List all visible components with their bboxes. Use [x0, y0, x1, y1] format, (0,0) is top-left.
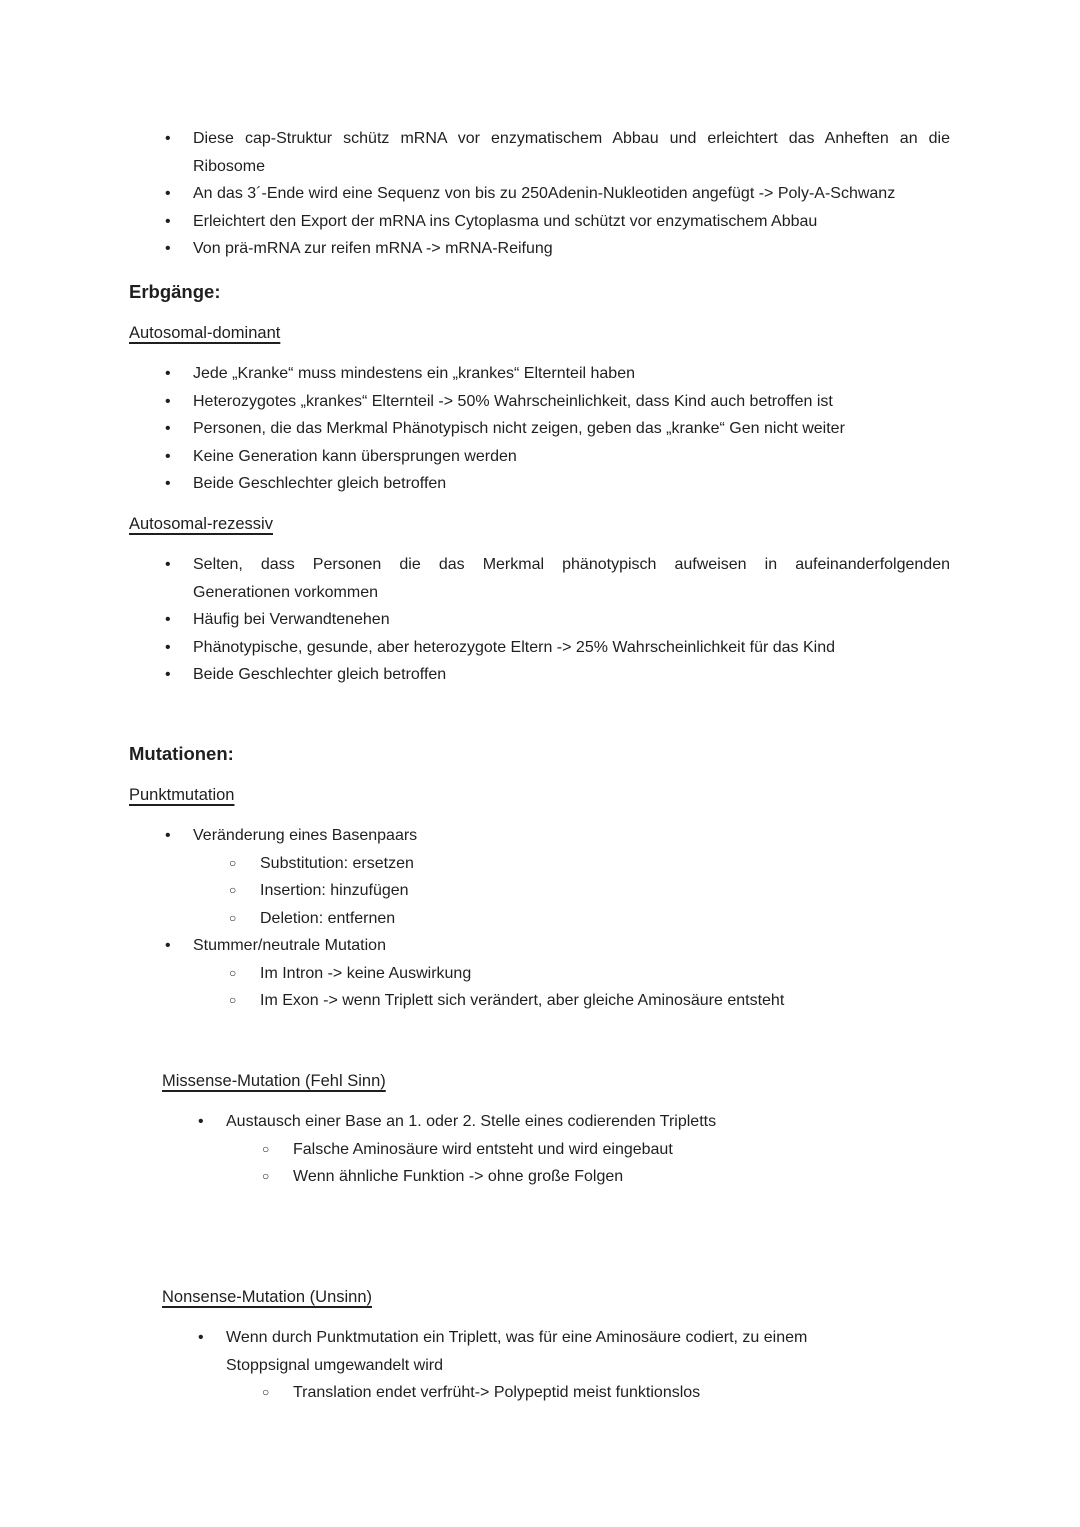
text-line: Jede „Kranke“ muss mindestens ein „krankes“ Elternteil haben — [193, 365, 635, 382]
bullet-item — [129, 822, 950, 850]
bullet-text — [193, 606, 950, 634]
section-heading: Mutationen: — [129, 742, 234, 764]
circle-bullet-marker: ○ — [229, 993, 237, 1007]
bullet-text — [193, 208, 950, 236]
text-line: Heterozygotes „krankes“ Elternteil -> 50% Wahrscheinlichkeit, dass Kind auch betroffen ist — [193, 392, 833, 410]
bullet-list — [129, 551, 950, 689]
bullet-text — [193, 415, 950, 443]
document-body — [129, 125, 950, 1407]
bullet-text — [193, 470, 950, 498]
section-heading: Erbgänge: — [129, 280, 221, 302]
sub-bullet-item — [129, 987, 950, 1015]
text-line: Von prä-mRNA zur reifen mRNA -> mRNA-Reifung — [193, 240, 553, 257]
sub-bullet-item — [162, 1136, 950, 1164]
circle-bullet-marker: ○ — [262, 1385, 270, 1399]
bullet-marker: • — [165, 212, 171, 230]
sub-bullet-text — [260, 905, 950, 933]
circle-bullet-marker: ○ — [229, 910, 237, 925]
text-line: Stoppsignal umgewandelt wird — [226, 1356, 444, 1374]
bullet-list — [129, 822, 950, 1015]
bullet-marker: • — [165, 365, 171, 382]
text-line: Beide Geschlechter gleich betroffen — [193, 475, 447, 492]
text-line: Insertion: hinzufügen — [260, 882, 409, 899]
bullet-marker: • — [165, 185, 171, 202]
bullet-marker: • — [165, 827, 171, 844]
sub-bullet-text — [260, 850, 950, 878]
bullet-text — [193, 551, 950, 606]
text-line: Selten, dass Personen die das Merkmal phänotypisch aufweisen in aufeinanderfolgenden — [193, 556, 950, 573]
bullet-text — [226, 1108, 950, 1136]
bullet-item — [129, 634, 950, 662]
bullet-item — [129, 235, 950, 263]
sub-bullet-text — [293, 1379, 950, 1407]
paragraph-spacer — [129, 702, 950, 738]
text-line: Wenn durch Punktmutation ein Triplett, was für eine Aminosäure codiert, zu einem — [226, 1329, 808, 1346]
sub-bullet-item — [129, 877, 950, 905]
bullet-marker: • — [165, 666, 171, 683]
subsection-heading-text: Punktmutation — [129, 785, 235, 804]
text-line: Im Intron -> keine Auswirkung — [260, 964, 472, 982]
circle-bullet-marker: ○ — [262, 1169, 270, 1183]
bullet-list — [162, 1324, 950, 1407]
sub-bullet-item — [129, 960, 950, 988]
bullet-item — [129, 388, 950, 416]
bullet-item — [129, 606, 950, 634]
text-line: An das 3´-Ende wird eine Sequenz von bis zu 250Adenin-Nukleotiden angefügt -> Poly-A-Schwanz — [193, 185, 896, 202]
sub-bullet-text — [260, 987, 950, 1015]
sub-bullet-item — [162, 1163, 950, 1191]
bullet-text — [193, 443, 950, 471]
text-line: Wenn ähnliche Funktion -> ohne große Folgen — [293, 1168, 624, 1185]
bullet-marker: • — [165, 937, 171, 954]
bullet-marker: • — [165, 420, 171, 437]
bullet-text — [193, 822, 950, 850]
bullet-text — [226, 1324, 950, 1379]
subsection-heading — [129, 782, 950, 810]
circle-bullet-marker: ○ — [229, 883, 237, 897]
text-line: Veränderung eines Basenpaars — [193, 827, 418, 844]
bullet-marker: • — [165, 611, 171, 628]
bullet-marker: • — [165, 130, 171, 147]
subsection-heading-text: Autosomal-dominant — [129, 323, 281, 342]
sub-bullet-text — [293, 1163, 950, 1191]
text-line: Personen, die das Merkmal Phänotypisch nicht zeigen, geben das „kranke“ Gen nicht weiter — [193, 420, 845, 437]
text-line: Falsche Aminosäure wird entsteht und wird eingebaut — [293, 1140, 673, 1158]
sub-bullet-text — [293, 1136, 950, 1164]
bullet-marker: • — [165, 392, 171, 410]
subsection-heading-text: Autosomal-rezessiv — [129, 514, 273, 533]
text-line: Ribosome — [193, 157, 266, 175]
bullet-list — [162, 1108, 950, 1191]
sub-bullet-item — [129, 850, 950, 878]
bullet-text — [193, 388, 950, 416]
text-line: Beide Geschlechter gleich betroffen — [193, 666, 447, 683]
bullet-item — [129, 415, 950, 443]
bullet-text — [193, 125, 950, 180]
bullet-marker: • — [165, 638, 171, 656]
text-line: Keine Generation kann übersprungen werden — [193, 447, 517, 465]
text-line: Erleichtert den Export der mRNA ins Cytoplasma und schützt vor enzymatischem Abbau — [193, 212, 818, 230]
circle-bullet-marker: ○ — [262, 1141, 270, 1156]
text-line: Phänotypische, gesunde, aber heterozygote Eltern -> 25% Wahrscheinlichkeit für das Kind — [193, 638, 835, 656]
bullet-text — [193, 235, 950, 263]
subsection-heading — [129, 511, 950, 539]
bullet-text — [193, 360, 950, 388]
text-line: Substitution: ersetzen — [260, 854, 414, 872]
bullet-list — [129, 125, 950, 263]
bullet-item — [129, 125, 950, 180]
text-line: Generationen vorkommen — [193, 583, 378, 601]
sub-bullet-item — [129, 905, 950, 933]
bullet-marker: • — [198, 1329, 204, 1346]
text-line: Stummer/neutrale Mutation — [193, 937, 386, 954]
subsection-heading-text: Nonsense-Mutation (Unsinn) — [162, 1287, 373, 1306]
text-line: Im Exon -> wenn Triplett sich verändert, aber gleiche Aminosäure entsteht — [260, 992, 785, 1009]
bullet-marker: • — [165, 447, 171, 465]
bullet-text — [193, 180, 950, 208]
text-line: Häufig bei Verwandtenehen — [193, 611, 390, 628]
sub-bullet-text — [260, 877, 950, 905]
subsection-heading-text: Missense-Mutation (Fehl Sinn) — [162, 1071, 386, 1090]
sub-bullet-item — [162, 1379, 950, 1407]
bullet-item — [129, 661, 950, 689]
bullet-item — [129, 551, 950, 606]
bullet-item — [129, 470, 950, 498]
bullet-item — [129, 932, 950, 960]
text-line: Translation endet verfrüht-> Polypeptid meist funktionslos — [293, 1384, 701, 1401]
text-line: Deletion: entfernen — [260, 909, 396, 927]
circle-bullet-marker: ○ — [229, 855, 237, 870]
circle-bullet-marker: ○ — [229, 965, 237, 980]
bullet-item — [162, 1108, 950, 1136]
bullet-item — [129, 208, 950, 236]
bullet-marker: • — [165, 556, 171, 573]
bullet-text — [193, 634, 950, 662]
bullet-text — [193, 932, 950, 960]
text-line: Diese cap-Struktur schütz mRNA vor enzymatischem Abbau und erleichtert das Anheften an die — [193, 130, 950, 147]
subsection-heading — [129, 320, 950, 348]
bullet-item — [162, 1324, 950, 1379]
bullet-text — [193, 661, 950, 689]
bullet-marker: • — [198, 1113, 204, 1130]
bullet-marker: • — [165, 475, 171, 492]
paragraph-spacer — [129, 1028, 950, 1068]
bullet-item — [129, 360, 950, 388]
bullet-marker: • — [165, 240, 171, 257]
text-line: Austausch einer Base an 1. oder 2. Stelle eines codierenden Tripletts — [226, 1113, 717, 1130]
bullet-item — [129, 180, 950, 208]
bullet-item — [129, 443, 950, 471]
subsection-heading — [162, 1284, 950, 1312]
subsection-heading — [162, 1068, 950, 1096]
sub-bullet-text — [260, 960, 950, 988]
bullet-list — [129, 360, 950, 498]
paragraph-spacer — [129, 1204, 950, 1284]
